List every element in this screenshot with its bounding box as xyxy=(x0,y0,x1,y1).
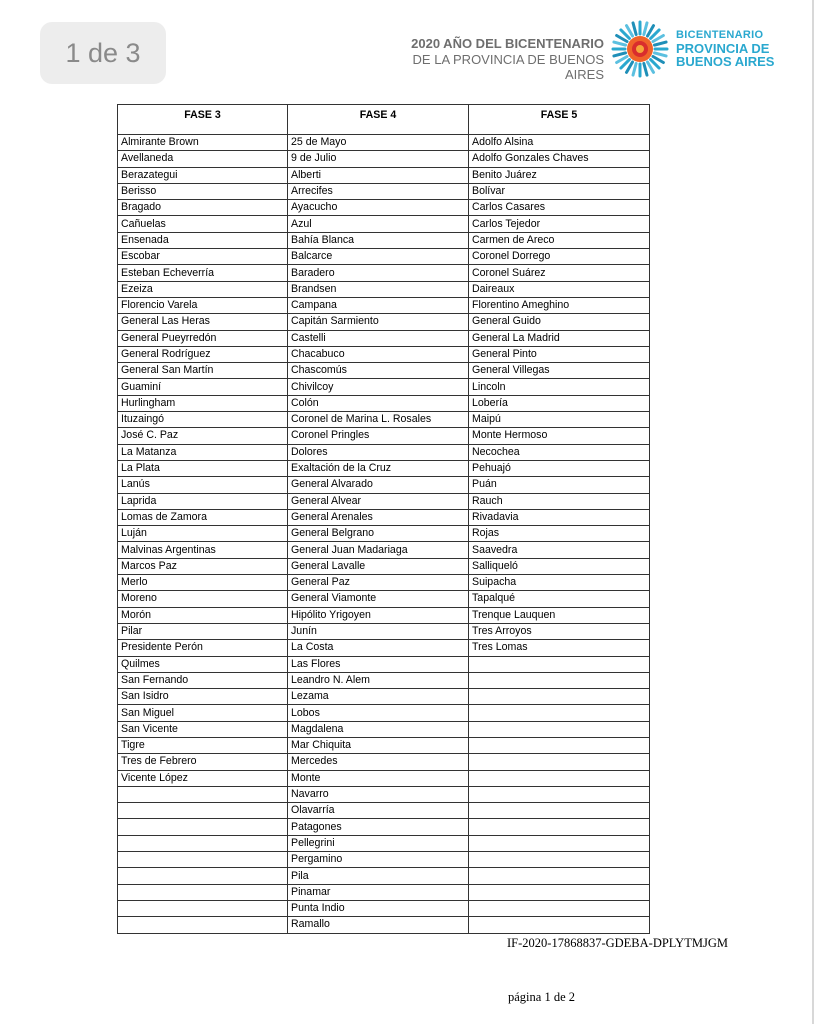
table-cell-fase-5 xyxy=(469,835,650,851)
table-cell-fase-4: Arrecifes xyxy=(288,183,469,199)
table-cell-fase-3: La Matanza xyxy=(118,444,288,460)
table-cell-fase-4: Navarro xyxy=(288,786,469,802)
table-cell-fase-5: Salliqueló xyxy=(469,558,650,574)
table-cell-fase-5: Puán xyxy=(469,477,650,493)
table-cell-fase-3 xyxy=(118,917,288,933)
header-left-line2: DE LA PROVINCIA DE BUENOS AIRES xyxy=(412,51,604,83)
header-right-line2: PROVINCIA DE xyxy=(676,40,770,56)
table-row xyxy=(118,884,650,900)
table-row xyxy=(118,705,650,721)
table-row xyxy=(118,737,650,753)
table-cell-fase-3: San Vicente xyxy=(118,721,288,737)
table-cell-fase-4: Exaltación de la Cruz xyxy=(288,460,469,476)
table-cell-fase-4: Azul xyxy=(288,216,469,232)
table-cell-fase-4: Ayacucho xyxy=(288,200,469,216)
table-cell-fase-5: Lincoln xyxy=(469,379,650,395)
table-row xyxy=(118,183,650,199)
table-cell-fase-3: Tres de Febrero xyxy=(118,754,288,770)
table-cell-fase-4: Patagones xyxy=(288,819,469,835)
table-cell-fase-5 xyxy=(469,737,650,753)
table-cell-fase-5: Carmen de Areco xyxy=(469,232,650,248)
table-row xyxy=(118,835,650,851)
table-cell-fase-3: General Pueyrredón xyxy=(118,330,288,346)
table-cell-fase-4: Balcarce xyxy=(288,249,469,265)
table-row xyxy=(118,591,650,607)
table-cell-fase-5: Coronel Dorrego xyxy=(469,249,650,265)
table-cell-fase-5: Coronel Suárez xyxy=(469,265,650,281)
table-cell-fase-5: Carlos Tejedor xyxy=(469,216,650,232)
table-row xyxy=(118,803,650,819)
table-cell-fase-3: Florencio Varela xyxy=(118,297,288,313)
table-cell-fase-4: Pinamar xyxy=(288,884,469,900)
table-cell-fase-4: Dolores xyxy=(288,444,469,460)
table-row xyxy=(118,754,650,770)
header-fase-3: FASE 3 xyxy=(118,105,288,135)
table-cell-fase-5 xyxy=(469,721,650,737)
table-row xyxy=(118,200,650,216)
table-cell-fase-4: Pila xyxy=(288,868,469,884)
table-cell-fase-3: San Fernando xyxy=(118,672,288,688)
table-cell-fase-4: General Lavalle xyxy=(288,558,469,574)
table-cell-fase-5: Rauch xyxy=(469,493,650,509)
table-cell-fase-4: Mercedes xyxy=(288,754,469,770)
table-cell-fase-5: General Guido xyxy=(469,314,650,330)
table-cell-fase-3: Merlo xyxy=(118,575,288,591)
table-cell-fase-3: Bragado xyxy=(118,200,288,216)
table-cell-fase-3 xyxy=(118,819,288,835)
table-cell-fase-3 xyxy=(118,835,288,851)
table-row xyxy=(118,249,650,265)
table-cell-fase-5 xyxy=(469,917,650,933)
table-cell-fase-3: General San Martín xyxy=(118,363,288,379)
table-cell-fase-5 xyxy=(469,819,650,835)
table-cell-fase-3: Ituzaingó xyxy=(118,412,288,428)
table-cell-fase-3 xyxy=(118,786,288,802)
table-cell-fase-4: Bahía Blanca xyxy=(288,232,469,248)
table-cell-fase-3: Almirante Brown xyxy=(118,135,288,151)
table-cell-fase-3: Presidente Perón xyxy=(118,640,288,656)
table-cell-fase-4: General Alvarado xyxy=(288,477,469,493)
table-cell-fase-3: General Las Heras xyxy=(118,314,288,330)
table-cell-fase-5: Daireaux xyxy=(469,281,650,297)
table-cell-fase-3: La Plata xyxy=(118,460,288,476)
table-cell-fase-4: La Costa xyxy=(288,640,469,656)
table-row xyxy=(118,151,650,167)
table-cell-fase-4: Brandsen xyxy=(288,281,469,297)
table-cell-fase-4: Las Flores xyxy=(288,656,469,672)
table-row xyxy=(118,623,650,639)
header-right-line3: BUENOS AIRES xyxy=(676,54,775,70)
table-cell-fase-5: General Pinto xyxy=(469,346,650,362)
table-row xyxy=(118,493,650,509)
header-left-line1: 2020 AÑO DEL BICENTENARIO xyxy=(411,36,604,51)
table-cell-fase-3: Escobar xyxy=(118,249,288,265)
table-cell-fase-3: Esteban Echeverría xyxy=(118,265,288,281)
header-fase-5: FASE 5 xyxy=(469,105,650,135)
table-cell-fase-5: Rivadavia xyxy=(469,509,650,525)
table-row xyxy=(118,135,650,151)
table-cell-fase-3: Lomas de Zamora xyxy=(118,509,288,525)
table-cell-fase-3: Pilar xyxy=(118,623,288,639)
table-cell-fase-3 xyxy=(118,868,288,884)
table-cell-fase-5: Carlos Casares xyxy=(469,200,650,216)
table-cell-fase-3: San Miguel xyxy=(118,705,288,721)
table-cell-fase-4: Hipólito Yrigoyen xyxy=(288,607,469,623)
table-cell-fase-5: Tres Lomas xyxy=(469,640,650,656)
table-row xyxy=(118,281,650,297)
table-cell-fase-4: Colón xyxy=(288,395,469,411)
header-right-line1: BICENTENARIO xyxy=(676,29,764,41)
table-cell-fase-5 xyxy=(469,705,650,721)
table-cell-fase-5: Tres Arroyos xyxy=(469,623,650,639)
table-row xyxy=(118,428,650,444)
table-cell-fase-3: José C. Paz xyxy=(118,428,288,444)
table-cell-fase-4: Castelli xyxy=(288,330,469,346)
table-cell-fase-3: Guaminí xyxy=(118,379,288,395)
table-cell-fase-4: Pergamino xyxy=(288,852,469,868)
table-cell-fase-3: Tigre xyxy=(118,737,288,753)
table-cell-fase-4: Lezama xyxy=(288,689,469,705)
table-cell-fase-4: 9 de Julio xyxy=(288,151,469,167)
table-row xyxy=(118,917,650,933)
table-cell-fase-3: Berazategui xyxy=(118,167,288,183)
table-row xyxy=(118,786,650,802)
table-row xyxy=(118,363,650,379)
table-header-row xyxy=(118,105,650,135)
table-cell-fase-4: Ramallo xyxy=(288,917,469,933)
table-cell-fase-4: General Alvear xyxy=(288,493,469,509)
table-cell-fase-3: Laprida xyxy=(118,493,288,509)
table-cell-fase-5: Pehuajó xyxy=(469,460,650,476)
table-cell-fase-5 xyxy=(469,786,650,802)
table-cell-fase-3: Hurlingham xyxy=(118,395,288,411)
table-cell-fase-3: Malvinas Argentinas xyxy=(118,542,288,558)
header-fase-4: FASE 4 xyxy=(288,105,469,135)
table-row xyxy=(118,477,650,493)
table-row xyxy=(118,656,650,672)
table-cell-fase-5: General La Madrid xyxy=(469,330,650,346)
table-row xyxy=(118,526,650,542)
table-cell-fase-4: Campana xyxy=(288,297,469,313)
table-cell-fase-5: Trenque Lauquen xyxy=(469,607,650,623)
table-cell-fase-5: Saavedra xyxy=(469,542,650,558)
table-cell-fase-4: Capitán Sarmiento xyxy=(288,314,469,330)
document-id: IF-2020-17868837-GDEBA-DPLYTMJGM xyxy=(507,936,728,950)
table-cell-fase-4: General Juan Madariaga xyxy=(288,542,469,558)
table-cell-fase-4: Alberti xyxy=(288,167,469,183)
table-row xyxy=(118,672,650,688)
table-cell-fase-4: General Arenales xyxy=(288,509,469,525)
table-cell-fase-3: Quilmes xyxy=(118,656,288,672)
phases-table xyxy=(117,104,650,934)
table-cell-fase-4: Chacabuco xyxy=(288,346,469,362)
table-row xyxy=(118,640,650,656)
table-cell-fase-5 xyxy=(469,754,650,770)
table-cell-fase-3: Avellaneda xyxy=(118,151,288,167)
table-cell-fase-5: Suipacha xyxy=(469,575,650,591)
table-cell-fase-4: Junín xyxy=(288,623,469,639)
table-row xyxy=(118,265,650,281)
table-cell-fase-5: Bolívar xyxy=(469,183,650,199)
table-row xyxy=(118,412,650,428)
table-row xyxy=(118,379,650,395)
table-cell-fase-3: Ezeiza xyxy=(118,281,288,297)
table-cell-fase-5 xyxy=(469,770,650,786)
table-cell-fase-4: General Viamonte xyxy=(288,591,469,607)
table-cell-fase-3: General Rodríguez xyxy=(118,346,288,362)
header-left-title xyxy=(372,36,604,83)
table-cell-fase-4: Punta Indio xyxy=(288,900,469,916)
table-row xyxy=(118,770,650,786)
table-cell-fase-4: Magdalena xyxy=(288,721,469,737)
table-cell-fase-5 xyxy=(469,689,650,705)
table-cell-fase-4: Pellegrini xyxy=(288,835,469,851)
table-row xyxy=(118,232,650,248)
table-row xyxy=(118,852,650,868)
table-cell-fase-3: Moreno xyxy=(118,591,288,607)
table-cell-fase-4: Baradero xyxy=(288,265,469,281)
table-row xyxy=(118,509,650,525)
table-row xyxy=(118,444,650,460)
table-cell-fase-4: Chascomús xyxy=(288,363,469,379)
table-row xyxy=(118,607,650,623)
page-indicator-text: 1 de 3 xyxy=(65,37,141,68)
table-cell-fase-3 xyxy=(118,900,288,916)
table-cell-fase-3 xyxy=(118,803,288,819)
table-cell-fase-5 xyxy=(469,884,650,900)
table-row xyxy=(118,721,650,737)
table-cell-fase-3 xyxy=(118,852,288,868)
table-cell-fase-3: Vicente López xyxy=(118,770,288,786)
table-cell-fase-4: Monte xyxy=(288,770,469,786)
table-cell-fase-4: 25 de Mayo xyxy=(288,135,469,151)
page-number: página 1 de 2 xyxy=(508,990,575,1004)
table-cell-fase-3: Morón xyxy=(118,607,288,623)
table-row xyxy=(118,900,650,916)
table-row xyxy=(118,395,650,411)
table-row xyxy=(118,216,650,232)
table-cell-fase-5: General Villegas xyxy=(469,363,650,379)
table-row xyxy=(118,346,650,362)
table-row xyxy=(118,819,650,835)
table-cell-fase-5: Monte Hermoso xyxy=(469,428,650,444)
table-cell-fase-5: Florentino Ameghino xyxy=(469,297,650,313)
table-cell-fase-4: Lobos xyxy=(288,705,469,721)
sun-emblem-icon xyxy=(611,20,669,78)
table-cell-fase-4: Coronel de Marina L. Rosales xyxy=(288,412,469,428)
table-cell-fase-5: Benito Juárez xyxy=(469,167,650,183)
table-cell-fase-5: Necochea xyxy=(469,444,650,460)
table-cell-fase-5: Rojas xyxy=(469,526,650,542)
table-cell-fase-5 xyxy=(469,656,650,672)
table-row xyxy=(118,868,650,884)
table-row xyxy=(118,167,650,183)
table-cell-fase-5: Tapalqué xyxy=(469,591,650,607)
table-cell-fase-5: Lobería xyxy=(469,395,650,411)
table-row xyxy=(118,460,650,476)
table-row xyxy=(118,575,650,591)
table-cell-fase-4: Mar Chiquita xyxy=(288,737,469,753)
table-cell-fase-3: Luján xyxy=(118,526,288,542)
table-cell-fase-4: Olavarría xyxy=(288,803,469,819)
table-cell-fase-3: Marcos Paz xyxy=(118,558,288,574)
table-row xyxy=(118,314,650,330)
table-cell-fase-5 xyxy=(469,803,650,819)
page-indicator-badge xyxy=(40,22,166,84)
table-row xyxy=(118,689,650,705)
table-cell-fase-3: Cañuelas xyxy=(118,216,288,232)
table-cell-fase-3 xyxy=(118,884,288,900)
table-cell-fase-3: San Isidro xyxy=(118,689,288,705)
table-cell-fase-4: General Paz xyxy=(288,575,469,591)
table-cell-fase-4: Chivilcoy xyxy=(288,379,469,395)
header-right-brand xyxy=(676,30,796,69)
table-cell-fase-5 xyxy=(469,900,650,916)
table-cell-fase-5: Maipú xyxy=(469,412,650,428)
table-row xyxy=(118,558,650,574)
table-row xyxy=(118,330,650,346)
table-row xyxy=(118,297,650,313)
table-cell-fase-3: Ensenada xyxy=(118,232,288,248)
table-cell-fase-3: Berisso xyxy=(118,183,288,199)
table-cell-fase-5 xyxy=(469,852,650,868)
table-cell-fase-5 xyxy=(469,868,650,884)
table-row xyxy=(118,542,650,558)
table-cell-fase-5: Adolfo Alsina xyxy=(469,135,650,151)
table-cell-fase-4: Coronel Pringles xyxy=(288,428,469,444)
table-cell-fase-4: General Belgrano xyxy=(288,526,469,542)
table-cell-fase-3: Lanús xyxy=(118,477,288,493)
table-cell-fase-4: Leandro N. Alem xyxy=(288,672,469,688)
table-cell-fase-5 xyxy=(469,672,650,688)
table-cell-fase-5: Adolfo Gonzales Chaves xyxy=(469,151,650,167)
